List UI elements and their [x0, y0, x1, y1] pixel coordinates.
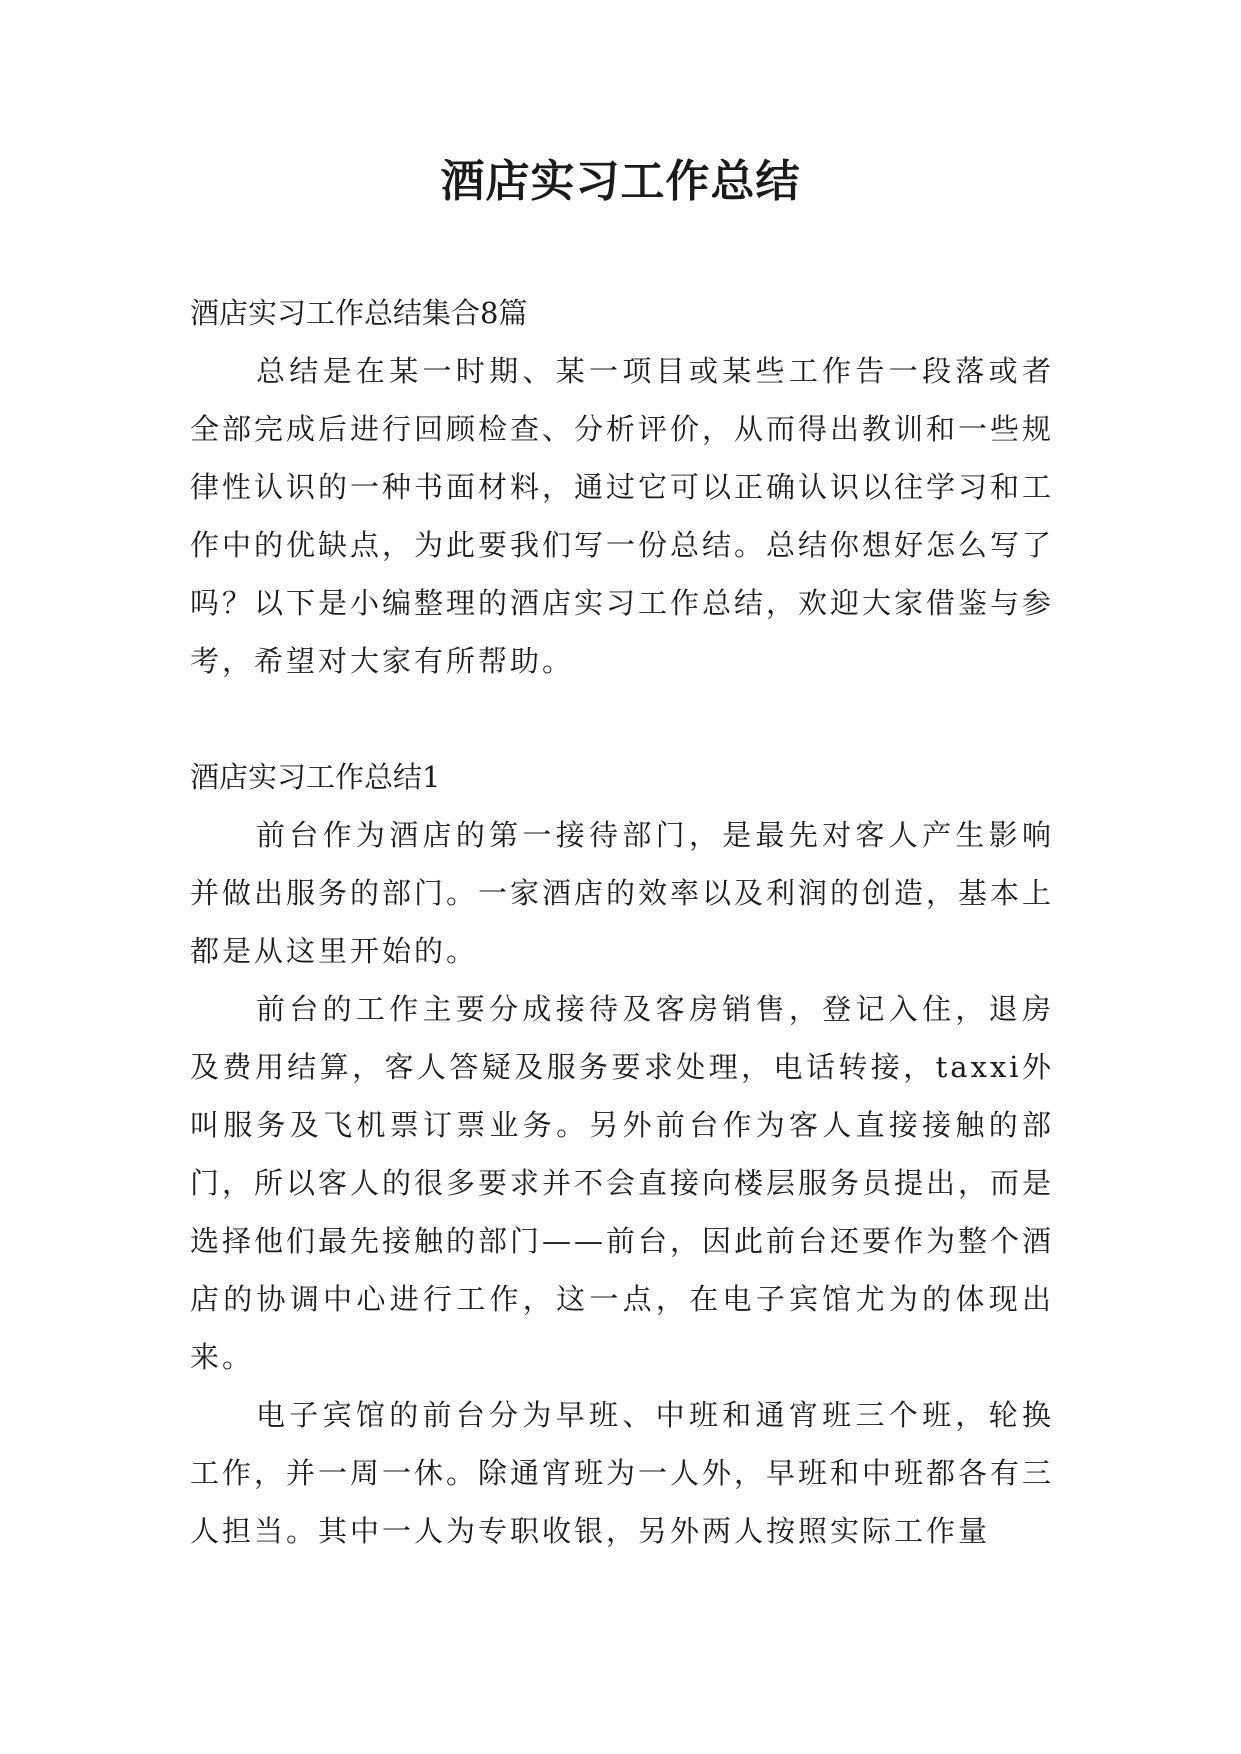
body-paragraph: 电子宾馆的前台分为早班、中班和通宵班三个班，轮换工作，并一周一休。除通宵班为一人外，早班和中班都各有三人担当。其中一人为专职收银，另外两人按照实际工作量	[190, 1398, 1055, 1548]
document-title: 酒店实习工作总结	[440, 156, 801, 207]
intro-paragraph: 总结是在某一时期、某一项目或某些工作告一段落或者全部完成后进行回顾检查、分析评价，从而得出教训和一些规律性认识的一种书面材料，通过它可以正确认识以往学习和工作中的优缺点，为此要我们写一份总结。总结你想好怎么写了吗？以下是小编整理的酒店实习工作总结，欢迎大家借鉴与参考，希望对大家有所帮助。	[190, 354, 1055, 678]
document-subtitle: 酒店实习工作总结集合8篇	[190, 296, 528, 330]
body-paragraph: 前台的工作主要分成接待及客房销售，登记入住，退房及费用结算，客人答疑及服务要求处理，电话转接，taxxi外叫服务及飞机票订票业务。另外前台作为客人直接接触的部门，所以客人的很多要求并不会直接向楼层服务员提出，而是选择他们最先接触的部门——前台，因此前台还要作为整个酒店的协调中心进行工作，这一点，在电子宾馆尤为的体现出来。	[190, 992, 1055, 1374]
body-paragraph: 前台作为酒店的第一接待部门，是最先对客人产生影响并做出服务的部门。一家酒店的效率以及利润的创造，基本上都是从这里开始的。	[190, 818, 1055, 968]
section-gap	[190, 690, 1054, 748]
document-body	[190, 284, 1054, 1560]
section-heading: 酒店实习工作总结1	[190, 760, 441, 794]
